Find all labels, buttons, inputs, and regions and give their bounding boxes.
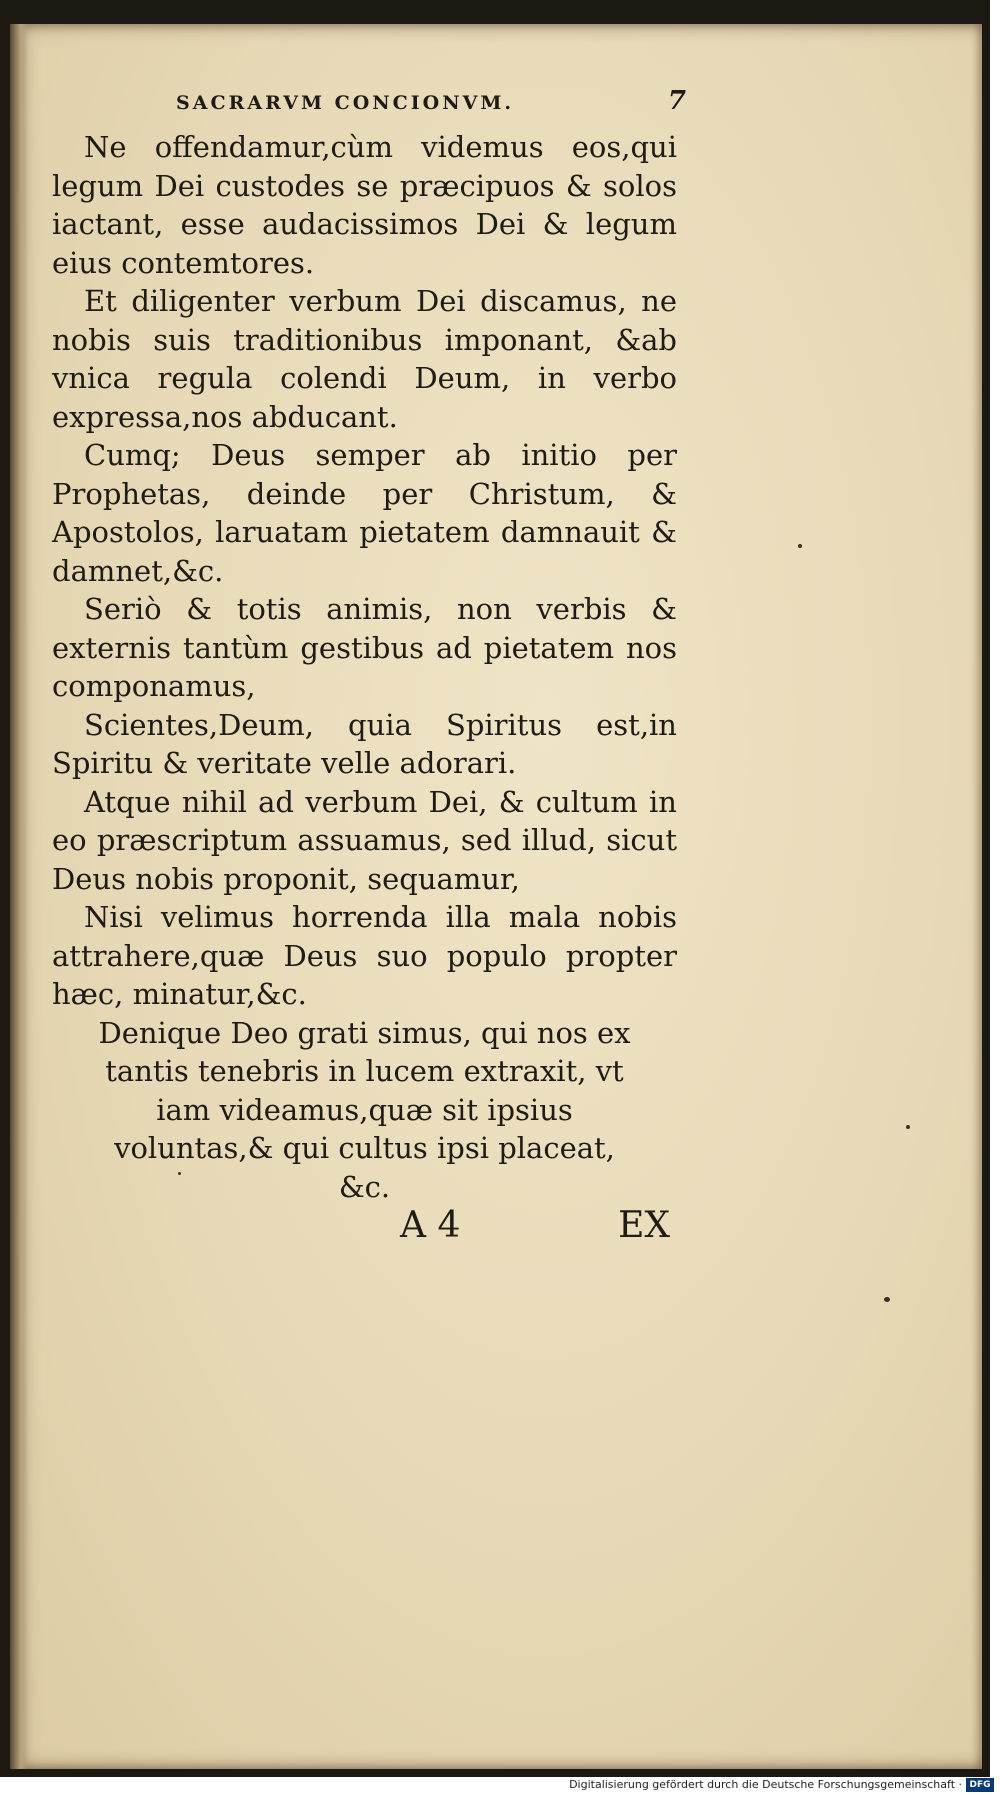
dfg-logo: DFG	[966, 1778, 994, 1792]
paragraph-7: Nisi velimus horrenda illa mala nobis attrahere,quæ Deus suo populo propter hæc, minatur,&c.	[52, 900, 677, 1011]
page-gutter-shadow	[10, 24, 28, 1769]
paragraph-4: Seriò & totis animis, non verbis & externis tantùm gestibus ad pietatem nos componamus,	[52, 592, 677, 703]
paragraph-5: Scientes,Deum, quia Spiritus est,in Spiritu & veritate velle adorari.	[52, 707, 677, 780]
paper-speck	[906, 1125, 910, 1129]
page-number: 7	[667, 86, 686, 116]
paragraph-1: Ne offendamur,cùm videmus eos,qui legum Dei custodes se præcipuos & solos iactant, esse audacissimos Dei & legum eius contemtores.	[52, 130, 677, 280]
signature-mark: A 4	[400, 1205, 461, 1246]
paragraph-2: Et diligenter verbum Dei discamus, ne nobis suis traditionibus imponant, &ab vnica regula colendi Deum, in verbo expressa,nos abducant.	[52, 284, 677, 434]
paragraph-6: Atque nihil ad verbum Dei, & cultum in eo præscriptum assuamus, sed illud, sicut Deus nobis proponit, sequamur,	[52, 784, 677, 896]
body-text	[52, 128, 677, 1206]
paper-speck	[798, 544, 802, 548]
paragraph-8: Denique Deo grati simus, qui nos ex tantis tenebris in lucem extraxit, vt iam videamus,quæ sit ipsius voluntas,& qui cultus ipsi placeat, &c.	[98, 1015, 631, 1204]
running-head: SACRARVM CONCIONVM.	[176, 92, 514, 114]
page-header	[176, 86, 686, 116]
paper-speck	[884, 1297, 890, 1302]
catchline	[400, 1205, 670, 1246]
catchword: EX	[618, 1205, 670, 1246]
digitization-credit: Digitalisierung gefördert durch die Deutsche Forschungsgemeinschaft ·	[569, 1778, 962, 1791]
paper-speck	[178, 1172, 181, 1175]
paragraph-3: Cumq; Deus semper ab initio per Prophetas, deinde per Christum, & Apostolos, laruatam pietatem damnauit & damnet,&c.	[52, 438, 677, 588]
